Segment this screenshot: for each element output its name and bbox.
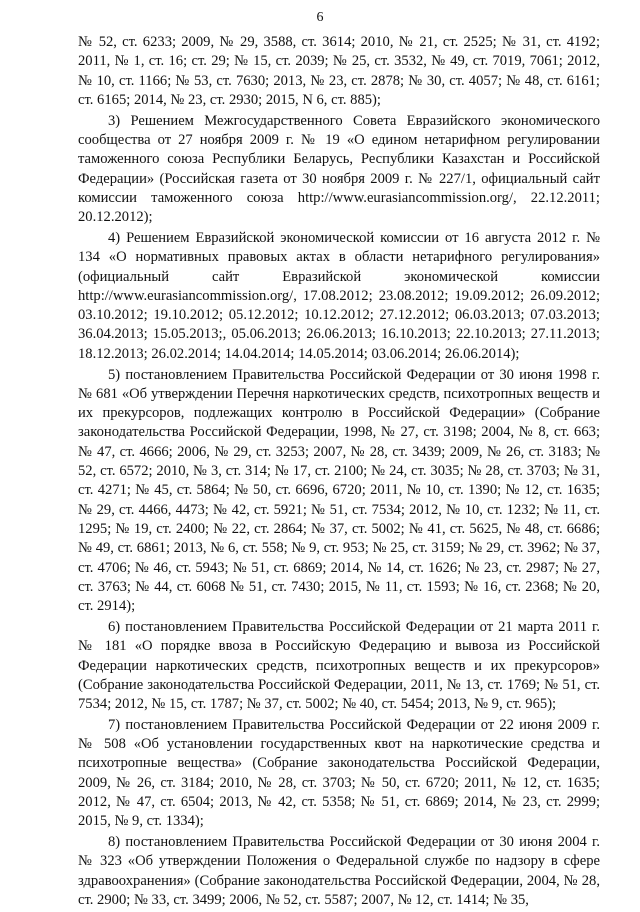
page-number: 6 bbox=[316, 10, 324, 25]
paragraph-item-7: 7) постановлением Правительства Российской Федерации от 22 июня 2009 г. № 508 «Об установлении государственных квот на наркотические средства и психотропные вещества» (Собрание законодательства Российской Федерации, 2009, № 26, ст. 3184; 2010, № 28, ст. 3703; № 50, ст. 6720; 2011, № 12, ст. 1635; 2012, № 47, ст. 6504; 2013, № 42, ст. 5358; № 51, ст. 6869; 2014, № 23, ст. 2999; 2015, № 9, ст. 1334); bbox=[78, 716, 600, 830]
paragraph-item-6: 6) постановлением Правительства Российской Федерации от 21 марта 2011 г. № 181 «О порядке ввоза в Российскую Федерацию и вывоза из Российской Федерации наркотических средств, психотропных веществ и их прекурсоров» (Собрание законодательства Российской Федерации, 2011, № 13, ст. 1769; № 51, ст. 7534; 2012, № 15, ст. 1787; № 37, ст. 5002; № 40, ст. 5454; 2013, № 9, ст. 965); bbox=[78, 618, 600, 713]
paragraph-item-4: 4) Решением Евразийской экономической комиссии от 16 августа 2012 г. № 134 «О нормативных правовых актах в области нетарифного регулирования» (официальный сайт Евразийской экономической комиссии http://www.eurasiancommission.org/, 17.08.2012; 23.08.2012; 19.09.2012; 26.09.2012; 03.10.2012; 19.10.2012; 05.12.2012; 10.12.2012; 27.12.2012; 06.03.2013; 07.03.2013; 36.04.2013; 15.05.2013;, 05.06.2013; 26.06.2013; 16.10.2013; 22.10.2013; 27.11.2013; 18.12.2013; 26.02.2014; 14.04.2014; 14.05.2014; 03.06.2014; 26.06.2014); bbox=[78, 229, 600, 362]
paragraph-continuation: № 52, ст. 6233; 2009, № 29, 3588, ст. 3614; 2010, № 21, ст. 2525; № 31, ст. 4192; 2011, № 1, ст. 16; ст. 29; № 15, ст. 2039; № 25, ст. 3532, № 49, ст. 7019, 7061; 2012, № 10, ст. 1166; № 53, ст. 7630; 2013, № 23, ст. 2878; № 30, ст. 4057; № 48, ст. 6161; ст. 6165; 2014, № 23, ст. 2930; 2015, N 6, ст. 885); bbox=[78, 34, 600, 108]
paragraph-item-5: 5) постановлением Правительства Российской Федерации от 30 июня 1998 г. № 681 «Об утверждении Перечня наркотических средств, психотропных веществ и их прекурсоров, подлежащих контролю в Российской Федерации» (Собрание законодательства Российской Федерации, 1998, № 27, ст. 3198; 2004, № 8, ст. 663; № 47, ст. 4666; 2006, № 29, ст. 3253; 2007, № 28, ст. 3439; 2009, № 26, ст. 3183; № 52, ст. 6572; 2010, № 3, ст. 314; № 17, ст. 2100; № 24, ст. 3035; № 28, ст. 3703; № 31, ст. 4271; № 45, ст. 5864; № 50, ст. 6696, 6720; 2011, № 10, ст. 1390; № 12, ст. 1635; № 29, ст. 4466, 4473; № 42, ст. 5921; № 51, ст. 7534; 2012, № 10, ст. 1232; № 11, ст. 1295; № 19, ст. 2400; № 22, ст. 2864; № 37, ст. 5002; № 41, ст. 5625, № 48, ст. 6686; № 49, ст. 6861; 2013, № 6, ст. 558; № 9, ст. 953; № 25, ст. 3159; № 29, ст. 3962; № 37, ст. 4706; № 46, ст. 5943; № 51, ст. 6869; 2014, № 14, ст. 1626; № 23, ст. 2987; № 27, ст. 3763; № 44, ст. 6068 № 51, ст. 7430; 2015, № 11, ст. 1593; № 16, ст. 2368; № 20, ст. 2914); bbox=[78, 366, 600, 615]
paragraph-item-3: 3) Решением Межгосударственного Совета Евразийского экономического сообщества от 27 ноября 2009 г. № 19 «О едином нетарифном регулировании таможенного союза Республики Беларусь, Республики Казахстан и Российской Федерации» (Российская газета от 30 ноября 2009 г. № 227/1, официальный сайт комиссии таможенного союза http://www.eurasiancommission.org/, 22.12.2011; 20.12.2012); bbox=[78, 112, 600, 226]
document-body bbox=[78, 33, 600, 912]
paragraph-item-8: 8) постановлением Правительства Российской Федерации от 30 июня 2004 г. № 323 «Об утверждении Положения о Федеральной службе по надзору в сфере здравоохранения» (Собрание законодательства Российской Федерации, 2004, № 28, ст. 2900; № 33, ст. 3499; 2006, № 52, ст. 5587; 2007, № 12, ст. 1414; № 35, bbox=[78, 834, 600, 909]
